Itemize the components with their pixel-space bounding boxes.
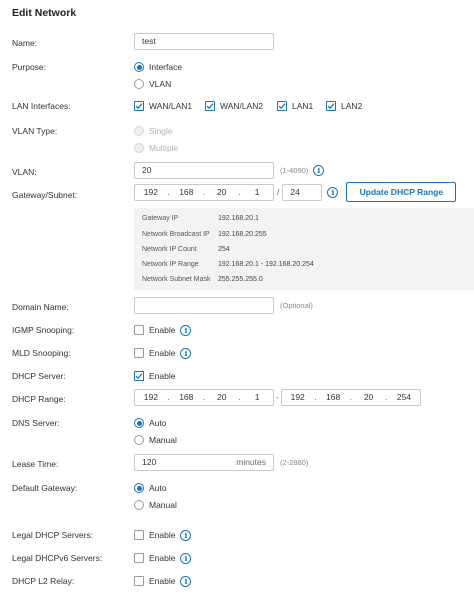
dhcp-range-row xyxy=(0,392,474,410)
summary-value: 254 xyxy=(218,246,230,253)
summary-row xyxy=(142,231,267,238)
summary-value: 192.168.20.255 xyxy=(218,231,267,238)
name-row xyxy=(0,36,474,54)
radio-disabled-icon xyxy=(134,143,144,153)
lan-wan-lan2-label: WAN/LAN2 xyxy=(220,101,264,111)
lan-lan2-label: LAN2 xyxy=(341,101,363,111)
gateway-manual-label: Manual xyxy=(149,500,177,510)
summary-value: 192.168.20.1 xyxy=(218,215,259,222)
mld-label: MLD Snooping: xyxy=(12,348,71,358)
checkbox-unchecked-icon xyxy=(134,553,144,563)
purpose-interface-radio[interactable] xyxy=(134,62,182,72)
lease-time-hint: (2-2880) xyxy=(280,457,309,467)
summary-key: Network IP Range xyxy=(142,261,199,268)
range-dash: - xyxy=(276,392,279,402)
lan-lan1-checkbox[interactable] xyxy=(277,101,326,111)
lease-time-input[interactable] xyxy=(134,454,274,471)
purpose-interface-label: Interface xyxy=(149,62,183,72)
name-value: test xyxy=(142,36,156,46)
dhcp-range-label: DHCP Range: xyxy=(12,394,66,404)
checkmark-icon xyxy=(134,101,144,111)
dhcp-range-end-input[interactable] xyxy=(281,389,421,406)
gateway-manual-radio[interactable] xyxy=(134,500,177,510)
checkbox-unchecked-icon xyxy=(134,576,144,586)
checkmark-icon xyxy=(277,101,287,111)
dhcp-server-enable-label: Enable xyxy=(149,371,176,381)
range-end-octet-4[interactable]: 254 xyxy=(396,392,412,402)
range-start-octet-1[interactable]: 192 xyxy=(143,392,158,402)
info-icon[interactable]: i xyxy=(313,165,324,176)
legal-dhcp-label: Legal DHCP Servers: xyxy=(12,530,94,540)
lan-interfaces-row xyxy=(0,99,474,117)
purpose-vlan-label: VLAN xyxy=(149,79,172,89)
dns-manual-label: Manual xyxy=(149,435,177,445)
dns-auto-label: Auto xyxy=(149,418,167,428)
vlan-type-label: VLAN Type: xyxy=(12,126,58,136)
igmp-enable-label: Enable xyxy=(149,325,176,335)
lan-lan2-checkbox[interactable] xyxy=(326,101,362,111)
octet-separator: . xyxy=(167,392,170,402)
igmp-enable-checkbox[interactable] xyxy=(134,325,175,335)
purpose-row xyxy=(0,60,474,89)
radio-checked-icon xyxy=(134,62,144,72)
range-start-octet-2[interactable]: 168 xyxy=(179,392,194,402)
radio-checked-icon xyxy=(134,418,144,428)
vlan-value: 20 xyxy=(142,165,152,175)
dhcp-l2-relay-enable-label: Enable xyxy=(149,576,176,586)
checkmark-icon xyxy=(205,101,215,111)
purpose-label: Purpose: xyxy=(12,62,47,72)
lease-time-label: Lease Time: xyxy=(12,459,59,469)
gateway-row xyxy=(0,188,474,206)
lan-wan-lan1-checkbox[interactable] xyxy=(134,101,205,111)
dhcp-server-label: DHCP Server: xyxy=(12,371,66,381)
summary-value: 192.168.20.1 - 192.168.20.254 xyxy=(218,261,314,268)
dhcp-l2-relay-row xyxy=(0,574,474,592)
checkbox-unchecked-icon xyxy=(134,325,144,335)
radio-disabled-icon xyxy=(134,126,144,136)
dns-server-row xyxy=(0,416,474,445)
checkmark-icon xyxy=(326,101,336,111)
update-dhcp-range-button[interactable]: Update DHCP Range xyxy=(346,182,456,202)
info-icon[interactable]: i xyxy=(180,553,191,564)
dhcp-l2-relay-enable-checkbox[interactable] xyxy=(134,576,175,586)
dns-manual-radio[interactable] xyxy=(134,435,177,445)
vlan-label: VLAN: xyxy=(12,167,37,177)
subnet-mask-input[interactable] xyxy=(282,184,322,201)
octet-separator: . xyxy=(238,187,241,197)
domain-name-input[interactable] xyxy=(134,297,274,314)
name-input[interactable] xyxy=(134,33,274,50)
summary-row xyxy=(142,276,263,283)
lan-interfaces-label: LAN Interfaces: xyxy=(12,101,71,111)
subnet-separator: / xyxy=(277,187,280,197)
lan-wan-lan1-label: WAN/LAN1 xyxy=(149,101,193,111)
default-gateway-row xyxy=(0,481,474,510)
range-end-octet-1[interactable]: 192 xyxy=(290,392,305,402)
dhcp-range-start-input[interactable] xyxy=(134,389,274,406)
summary-row xyxy=(142,261,314,268)
range-end-octet-2[interactable]: 168 xyxy=(326,392,341,402)
gateway-label: Gateway/Subnet: xyxy=(12,190,78,200)
gateway-auto-label: Auto xyxy=(149,483,167,493)
summary-row xyxy=(142,246,230,253)
radio-unchecked-icon xyxy=(134,79,144,89)
default-gateway-label: Default Gateway: xyxy=(12,483,78,493)
summary-value: 255.255.255.0 xyxy=(218,276,263,283)
name-label: Name: xyxy=(12,38,38,48)
checkbox-unchecked-icon xyxy=(134,348,144,358)
summary-key: Network Subnet Mask xyxy=(142,276,211,283)
gateway-auto-radio[interactable] xyxy=(134,483,167,493)
lease-time-value: 120 xyxy=(142,457,157,467)
octet-separator: . xyxy=(202,392,206,402)
domain-name-label: Domain Name: xyxy=(12,302,69,312)
range-end-octet-3[interactable]: 20 xyxy=(363,392,374,402)
mld-enable-label: Enable xyxy=(149,348,176,358)
checkbox-unchecked-icon xyxy=(134,530,144,540)
info-icon[interactable]: i xyxy=(180,530,191,541)
octet-separator: . xyxy=(238,392,241,402)
vlan-input[interactable] xyxy=(134,162,274,179)
radio-unchecked-icon xyxy=(134,435,144,445)
radio-checked-icon xyxy=(134,483,144,493)
checkmark-icon xyxy=(134,371,144,381)
domain-name-row xyxy=(0,300,474,318)
gateway-ip-input[interactable] xyxy=(134,184,274,201)
info-icon[interactable]: i xyxy=(327,187,338,198)
info-icon[interactable]: i xyxy=(180,348,191,359)
legal-dhcp-enable-checkbox[interactable] xyxy=(134,530,175,540)
gateway-octet-4[interactable]: 1 xyxy=(254,187,260,197)
info-icon[interactable]: i xyxy=(180,325,191,336)
octet-separator: . xyxy=(349,392,353,402)
gateway-octet-2[interactable]: 168 xyxy=(179,187,194,197)
network-summary-panel xyxy=(134,208,474,290)
summary-key: Network IP Count xyxy=(142,246,197,253)
summary-key: Gateway IP xyxy=(142,215,179,222)
legal-dhcp-enable-label: Enable xyxy=(149,530,176,540)
page-title: Edit Network xyxy=(12,7,77,19)
purpose-vlan-radio[interactable] xyxy=(134,79,171,89)
legal-dhcpv6-row xyxy=(0,551,474,569)
vlan-row xyxy=(0,165,474,183)
dns-server-label: DNS Server: xyxy=(12,418,60,428)
gateway-octet-1[interactable]: 192 xyxy=(143,187,158,197)
info-icon[interactable]: i xyxy=(180,576,191,587)
summary-row xyxy=(142,215,259,222)
gateway-octet-3[interactable]: 20 xyxy=(216,187,227,197)
dhcp-l2-relay-label: DHCP L2 Relay: xyxy=(12,576,75,586)
domain-name-hint: (Optional) xyxy=(280,300,313,310)
mld-enable-checkbox[interactable] xyxy=(134,348,175,358)
lan-wan-lan2-checkbox[interactable] xyxy=(205,101,277,111)
vlan-type-multiple-label: Multiple xyxy=(149,143,179,153)
dhcp-server-row xyxy=(0,369,474,387)
vlan-type-single-label: Single xyxy=(149,126,173,136)
range-start-octet-4[interactable]: 1 xyxy=(254,392,260,402)
igmp-row xyxy=(0,323,474,341)
legal-dhcpv6-enable-checkbox[interactable] xyxy=(134,553,175,563)
legal-dhcpv6-enable-label: Enable xyxy=(149,553,176,563)
legal-dhcpv6-label: Legal DHCPv6 Servers: xyxy=(12,553,103,563)
radio-unchecked-icon xyxy=(134,500,144,510)
lease-time-unit: minutes xyxy=(236,457,266,467)
subnet-mask-value: 24 xyxy=(290,187,300,197)
legal-dhcp-row xyxy=(0,528,474,546)
vlan-hint: (1-4090) xyxy=(280,165,309,175)
lan-lan1-label: LAN1 xyxy=(292,101,314,111)
octet-separator: . xyxy=(167,187,170,197)
octet-separator: . xyxy=(314,392,317,402)
vlan-type-single-radio[interactable] xyxy=(134,126,173,136)
dns-auto-radio[interactable] xyxy=(134,418,167,428)
dhcp-server-enable-checkbox[interactable] xyxy=(134,371,175,381)
range-start-octet-3[interactable]: 20 xyxy=(216,392,227,402)
octet-separator: . xyxy=(385,392,388,402)
mld-row xyxy=(0,346,474,364)
octet-separator: . xyxy=(202,187,206,197)
summary-key: Network Broadcast IP xyxy=(142,231,210,238)
lease-time-row xyxy=(0,457,474,475)
igmp-label: IGMP Snooping: xyxy=(12,325,75,335)
vlan-type-multiple-radio[interactable] xyxy=(134,143,178,153)
vlan-type-row xyxy=(0,124,474,153)
